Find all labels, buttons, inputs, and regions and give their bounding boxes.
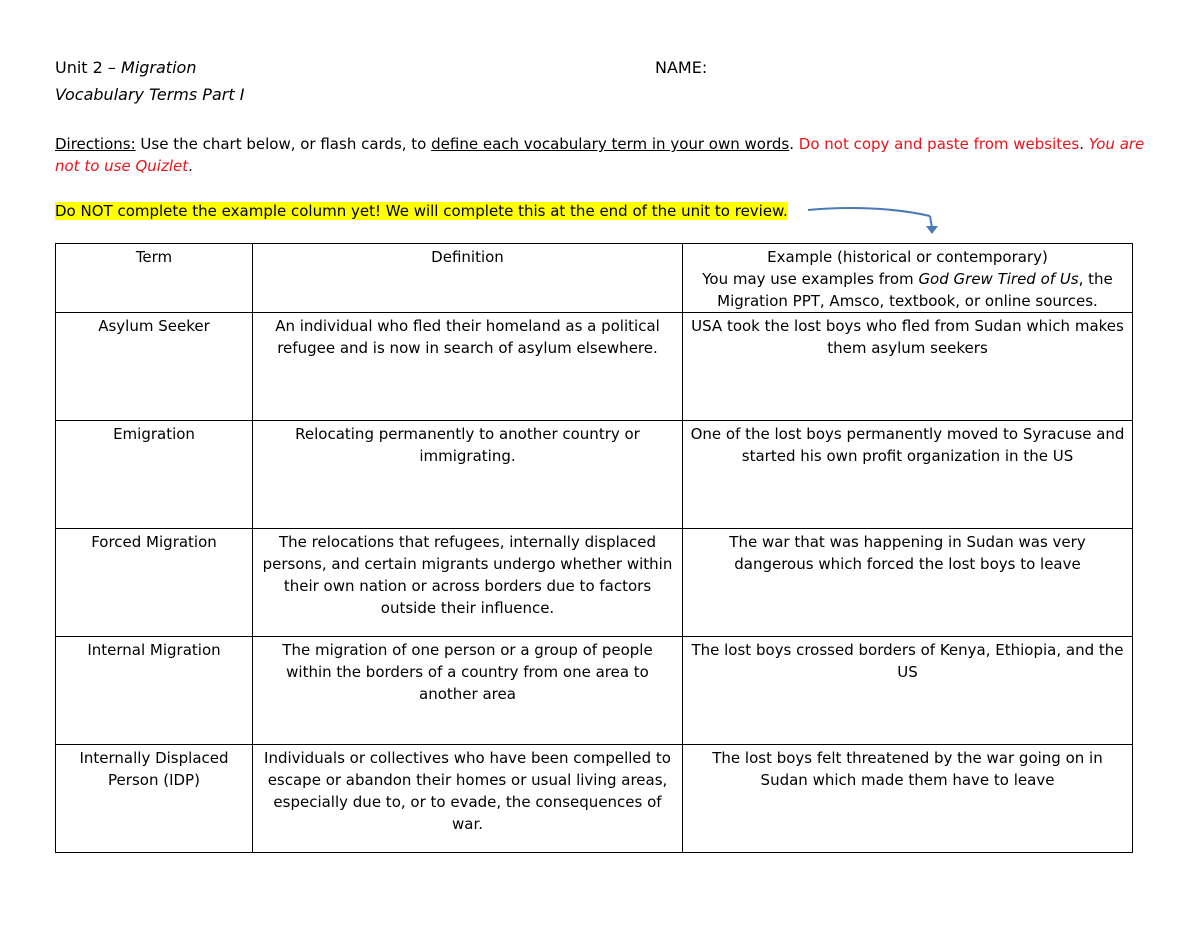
header-example [683,244,1133,313]
term-cell: Emigration [56,421,253,529]
definition-cell: An individual who fled their homeland as a political refugee and is now in search of asylum elsewhere. [253,313,683,421]
example-cell: One of the lost boys permanently moved to Syracuse and started his own profit organization in the US [683,421,1133,529]
header-term: Term [56,244,253,313]
definition-cell: The relocations that refugees, internally displaced persons, and certain migrants undergo whether within their own nation or across borders due to factors outside their influence. [253,529,683,637]
table-header-row [56,244,1133,313]
example-cell: The war that was happening in Sudan was very dangerous which forced the lost boys to leave [683,529,1133,637]
subtitle: Vocabulary Terms Part I [55,85,245,104]
table-row [56,421,1133,529]
table-row [56,637,1133,745]
directions-text-1: Use the chart below, or flash cards, to [135,135,432,153]
directions-label: Directions: [55,135,136,153]
table-row [56,529,1133,637]
definition-cell: The migration of one person or a group of people within the borders of a country from one area to another area [253,637,683,745]
highlight-note: Do NOT complete the example column yet! We will complete this at the end of the unit to review. [55,202,788,220]
table-row [56,313,1133,421]
header-example-sub-1: You may use examples from [702,270,919,288]
directions-text-2: . [789,135,799,153]
vocabulary-table [55,243,1133,853]
directions-red-warning: Do not copy and paste from websites [798,135,1080,153]
unit-topic: Migration [121,58,197,77]
term-cell: Forced Migration [56,529,253,637]
header-example-italic: God Grew Tired of Us [918,270,1079,288]
term-cell: Internal Migration [56,637,253,745]
directions-text-3: . [1079,135,1089,153]
unit-prefix: Unit 2 – [55,58,122,77]
unit-title [55,57,196,79]
definition-cell: Individuals or collectives who have been compelled to escape or abandon their homes or usual living areas, especially due to, or to evade, the consequences of war. [253,745,683,853]
header-definition: Definition [253,244,683,313]
example-cell: The lost boys felt threatened by the war going on in Sudan which made them have to leave [683,745,1133,853]
directions-underlined: define each vocabulary term in your own words [431,135,790,153]
term-cell: Internally Displaced Person (IDP) [56,745,253,853]
definition-cell: Relocating permanently to another country or immigrating. [253,421,683,529]
header-example-title: Example (historical or contemporary) [767,248,1048,266]
highlight-note-line [55,200,788,222]
term-cell: Asylum Seeker [56,313,253,421]
header-example-sub-2: , the Migration PPT, Amsco, textbook, or online sources. [717,270,1113,310]
directions-red-italic: You are not to use Quizlet [55,135,1145,175]
arrow-icon [800,198,950,243]
example-cell: USA took the lost boys who fled from Sudan which makes them asylum seekers [683,313,1133,421]
table-row [56,745,1133,853]
name-label: NAME: [655,58,708,77]
example-cell: The lost boys crossed borders of Kenya, Ethiopia, and the US [683,637,1133,745]
directions-paragraph [55,133,1145,177]
directions-text-4: . [188,157,193,175]
